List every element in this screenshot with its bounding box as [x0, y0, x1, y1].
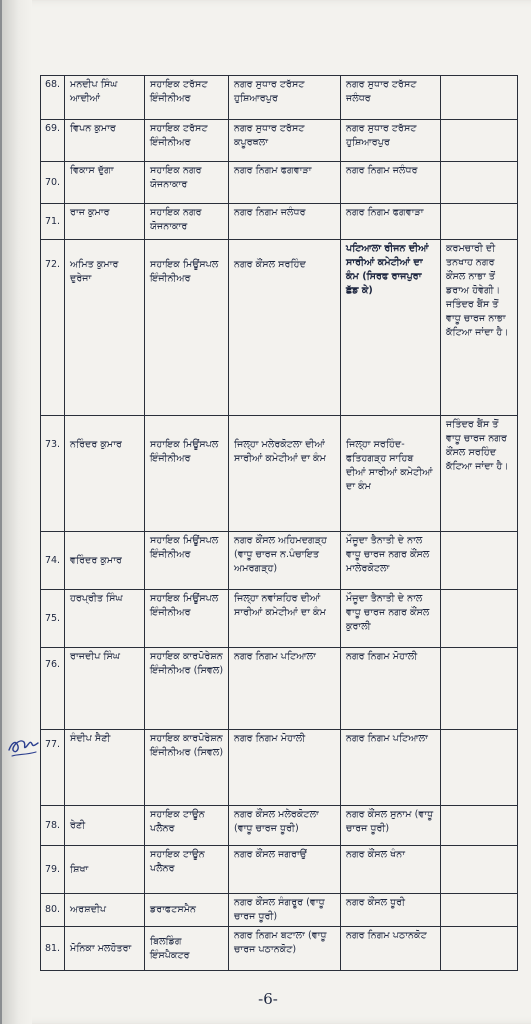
table-row [41, 846, 518, 894]
serial-number: 73. [41, 416, 65, 532]
current-posting: ਨਗਰ ਕੌਂਸਲ ਮਲੇਰਕੋਟਲਾ (ਵਾਧੂ ਚਾਰਜ ਧੂਰੀ) [229, 806, 341, 846]
current-posting: ਨਗਰ ਕੌਂਸਲ ਸਰਹਿੰਦ [229, 240, 341, 416]
designation: ਬਿਲਡਿੰਗ ਇੰਸਪੈਕਟਰ [145, 927, 229, 971]
table-row [41, 76, 518, 120]
employee-name: ਅਰਸ਼ਦੀਪ [65, 894, 145, 927]
designation: ਸਹਾਇਕ ਟਾਊਨ ਪਲੈਨਰ [145, 806, 229, 846]
designation: ਸਹਾਇਕ ਟਾਊਨ ਪਲੈਨਰ [145, 846, 229, 894]
designation: ਸਹਾਇਕ ਕਾਰਪੋਰੇਸ਼ਨ ਇੰਜੀਨੀਅਰ (ਸਿਵਲ) [145, 730, 229, 806]
designation: ਸਹਾਇਕ ਨਗਰ ਯੋਜਨਾਕਾਰ [145, 204, 229, 240]
employee-name: ਰੇਣੀ [65, 806, 145, 846]
current-posting: ਨਗਰ ਸੁਧਾਰ ਟਰੱਸਟ ਹੁਸ਼ਿਆਰਪੁਰ [229, 76, 341, 120]
serial-number: 74. [41, 532, 65, 590]
new-posting: ਮੌਜੂਦਾ ਤੈਨਾਤੀ ਦੇ ਨਾਲ ਵਾਧੂ ਚਾਰਜ ਨਗਰ ਕੌਂਸਲ ਕੁਰਾਲੀ [341, 590, 441, 648]
page-fold-shadow [2, 0, 32, 1024]
employee-name: ਵਿਕਾਸ ਦੁੱਗਾ [65, 162, 145, 204]
new-posting: ਨਗਰ ਸੁਧਾਰ ਟਰੱਸਟ ਜਲੰਧਰ [341, 76, 441, 120]
table-row [41, 204, 518, 240]
new-posting: ਨਗਰ ਨਿਗਮ ਮੋਹਾਲੀ [341, 648, 441, 730]
designation: ਸਹਾਇਕ ਨਗਰ ਯੋਜਨਾਕਾਰ [145, 162, 229, 204]
table-row [41, 730, 518, 806]
remarks [441, 76, 518, 120]
table-row [41, 927, 518, 971]
table-row [41, 120, 518, 162]
new-posting: ਨਗਰ ਕੌਂਸਲ ਸੁਨਾਮ (ਵਾਧੂ ਚਾਰਜ ਧੂਰੀ) [341, 806, 441, 846]
current-posting: ਨਗਰ ਕੌਂਸਲ ਸੰਗਰੂਰ (ਵਾਧੂ ਚਾਰਜ ਧੂਰੀ) [229, 894, 341, 927]
serial-number: 77. [41, 730, 65, 806]
serial-number: 79. [41, 846, 65, 894]
designation: ਸਹਾਇਕ ਮਿਊਂਸਪਲ ਇੰਜੀਨੀਅਰ [145, 416, 229, 532]
current-posting: ਜਿਲ੍ਹਾ ਨਵਾਂਸ਼ਹਿਰ ਦੀਆਂ ਸਾਰੀਆਂ ਕਮੇਟੀਆਂ ਦਾ ਕੰਮ [229, 590, 341, 648]
designation: ਡਰਾਫਟਸਮੈਨ [145, 894, 229, 927]
serial-number: 72. [41, 240, 65, 416]
current-posting: ਨਗਰ ਨਿਗਮ ਬਟਾਲਾ (ਵਾਧੂ ਚਾਰਜ ਪਠਾਨਕੋਟ) [229, 927, 341, 971]
employee-name: ਮੋਨਿਕਾ ਮਲਹੋਤਰਾ [65, 927, 145, 971]
table-row [41, 240, 518, 416]
transfer-table [40, 75, 518, 971]
remarks [441, 927, 518, 971]
serial-number: 76. [41, 648, 65, 730]
designation: ਸਹਾਇਕ ਟਰੱਸਟ ਇੰਜੀਨੀਅਰ [145, 76, 229, 120]
remarks: ਜਤਿੰਦਰ ਬੈਂਸ ਤੋਂ ਵਾਧੂ ਚਾਰਜ ਨਗਰ ਕੌਂਸਲ ਸਰਹਿੰਦ ਕੱਟਿਆ ਜਾਂਦਾ ਹੈ। [441, 416, 518, 532]
new-posting: ਮੌਜੂਦਾ ਤੈਨਾਤੀ ਦੇ ਨਾਲ ਵਾਧੂ ਚਾਰਜ ਨਗਰ ਕੌਂਸਲ ਮਾਲੇਰਕੋਟਲਾ [341, 532, 441, 590]
serial-number: 68. [41, 76, 65, 120]
employee-name: ਵਿਪਨ ਕੁਮਾਰ [65, 120, 145, 162]
remarks [441, 120, 518, 162]
employee-name: ਵਰਿੰਦਰ ਕੁਮਾਰ [65, 532, 145, 590]
new-posting: ਨਗਰ ਨਿਗਮ ਪਠਾਨਕੋਟ [341, 927, 441, 971]
serial-number: 71. [41, 204, 65, 240]
employee-name: ਮਨਦੀਪ ਸਿੰਘ ਆਦੀਆਂ [65, 76, 145, 120]
table-row [41, 162, 518, 204]
designation: ਸਹਾਇਕ ਮਿਊਂਸਪਲ ਇੰਜੀਨੀਅਰ [145, 532, 229, 590]
table-row [41, 806, 518, 846]
table-row [41, 590, 518, 648]
remarks [441, 806, 518, 846]
current-posting: ਨਗਰ ਨਿਗਮ ਪਟਿਆਲਾ [229, 648, 341, 730]
serial-number: 75. [41, 590, 65, 648]
document-page [2, 0, 531, 1024]
new-posting: ਨਗਰ ਕੌਂਸਲ ਖੰਨਾ [341, 846, 441, 894]
new-posting: ਨਗਰ ਨਿਗਮ ਫਗਵਾੜਾ [341, 204, 441, 240]
employee-name: ਅਮਿਤ ਕੁਮਾਰ ਦੁਰੇਜਾ [65, 240, 145, 416]
current-posting: ਨਗਰ ਕੌਂਸਲ ਅਹਿਮਦਗੜ੍ਹ (ਵਾਧੂ ਚਾਰਜ ਨ.ਪੰਚਾਇਤ ਅਮਰਗੜ੍ਹ) [229, 532, 341, 590]
new-posting: ਨਗਰ ਨਿਗਮ ਜਲੰਧਰ [341, 162, 441, 204]
table-row [41, 894, 518, 927]
current-posting: ਜਿਲ੍ਹਾ ਮਲੇਰਕੋਟਲਾ ਦੀਆਂ ਸਾਰੀਆਂ ਕਮੇਟੀਆਂ ਦਾ ਕੰਮ [229, 416, 341, 532]
serial-number: 69. [41, 120, 65, 162]
new-posting: ਨਗਰ ਸੁਧਾਰ ਟਰੱਸਟ ਹੁਸ਼ਿਆਰਪੁਰ [341, 120, 441, 162]
handwritten-signature [6, 728, 42, 764]
current-posting: ਨਗਰ ਨਿਗਮ ਫਗਵਾੜਾ [229, 162, 341, 204]
designation: ਸਹਾਇਕ ਮਿਊਂਸਪਲ ਇੰਜੀਨੀਅਰ [145, 240, 229, 416]
remarks [441, 894, 518, 927]
remarks [441, 730, 518, 806]
serial-number: 78. [41, 806, 65, 846]
current-posting: ਨਗਰ ਨਿਗਮ ਜਲੰਧਰ [229, 204, 341, 240]
page-number: -6- [258, 990, 278, 1008]
serial-number: 80. [41, 894, 65, 927]
employee-name: ਨਰਿੰਦਰ ਕੁਮਾਰ [65, 416, 145, 532]
table-row [41, 416, 518, 532]
designation: ਸਹਾਇਕ ਕਾਰਪੋਰੇਸ਼ਨ ਇੰਜੀਨੀਅਰ (ਸਿਵਲ) [145, 648, 229, 730]
employee-name: ਰਾਜਦੀਪ ਸਿੰਘ [65, 648, 145, 730]
designation: ਸਹਾਇਕ ਮਿਊਂਸਪਲ ਇੰਜੀਨੀਅਰ [145, 590, 229, 648]
remarks: ਕਰਮਚਾਰੀ ਦੀ ਤਨਖਾਹ ਨਗਰ ਕੌਂਸਲ ਨਾਭਾ ਤੋਂ ਡਰਾਅ ਹੋਵੇਗੀ। ਜਤਿੰਦਰ ਬੈਂਸ ਤੋਂ ਵਾਧੂ ਚਾਰਜ ਨਾਭਾ ਕੱਟਿਆ ਜਾਂਦਾ ਹੈ। [441, 240, 518, 416]
remarks [441, 846, 518, 894]
current-posting: ਨਗਰ ਕੌਂਸਲ ਜਗਰਾਉਂ [229, 846, 341, 894]
new-posting: ਜਿਲ੍ਹਾ ਸਰਹਿੰਦ-ਫਤਿਹਗੜ੍ਹ ਸਾਹਿਬ ਦੀਆਂ ਸਾਰੀਆਂ ਕਮੇਟੀਆਂ ਦਾ ਕੰਮ [341, 416, 441, 532]
current-posting: ਨਗਰ ਨਿਗਮ ਮੋਹਾਲੀ [229, 730, 341, 806]
table-row [41, 532, 518, 590]
new-posting: ਨਗਰ ਨਿਗਮ ਪਟਿਆਲਾ [341, 730, 441, 806]
serial-number: 81. [41, 927, 65, 971]
serial-number: 70. [41, 162, 65, 204]
employee-name: ਰਾਜ ਕੁਮਾਰ [65, 204, 145, 240]
table-row [41, 648, 518, 730]
employee-name: ਸੰਦੀਪ ਸੈਣੀ [65, 730, 145, 806]
remarks [441, 532, 518, 590]
employee-name: ਸ਼ਿਖਾ [65, 846, 145, 894]
remarks [441, 204, 518, 240]
designation: ਸਹਾਇਕ ਟਰੱਸਟ ਇੰਜੀਨੀਅਰ [145, 120, 229, 162]
employee-name: ਹਰਪ੍ਰੀਤ ਸਿੰਘ [65, 590, 145, 648]
new-posting: ਨਗਰ ਕੌਂਸਲ ਧੂਰੀ [341, 894, 441, 927]
current-posting: ਨਗਰ ਸੁਧਾਰ ਟਰੱਸਟ ਕਪੂਰਥਲਾ [229, 120, 341, 162]
remarks [441, 590, 518, 648]
new-posting: ਪਟਿਆਲਾ ਰੀਜਨ ਦੀਆਂ ਸਾਰੀਆਂ ਕਮੇਟੀਆਂ ਦਾ ਕੰਮ (ਸਿਰਫ ਰਾਜਪੁਰਾ ਛੱਡ ਕੇ) [341, 240, 441, 416]
remarks [441, 648, 518, 730]
remarks [441, 162, 518, 204]
